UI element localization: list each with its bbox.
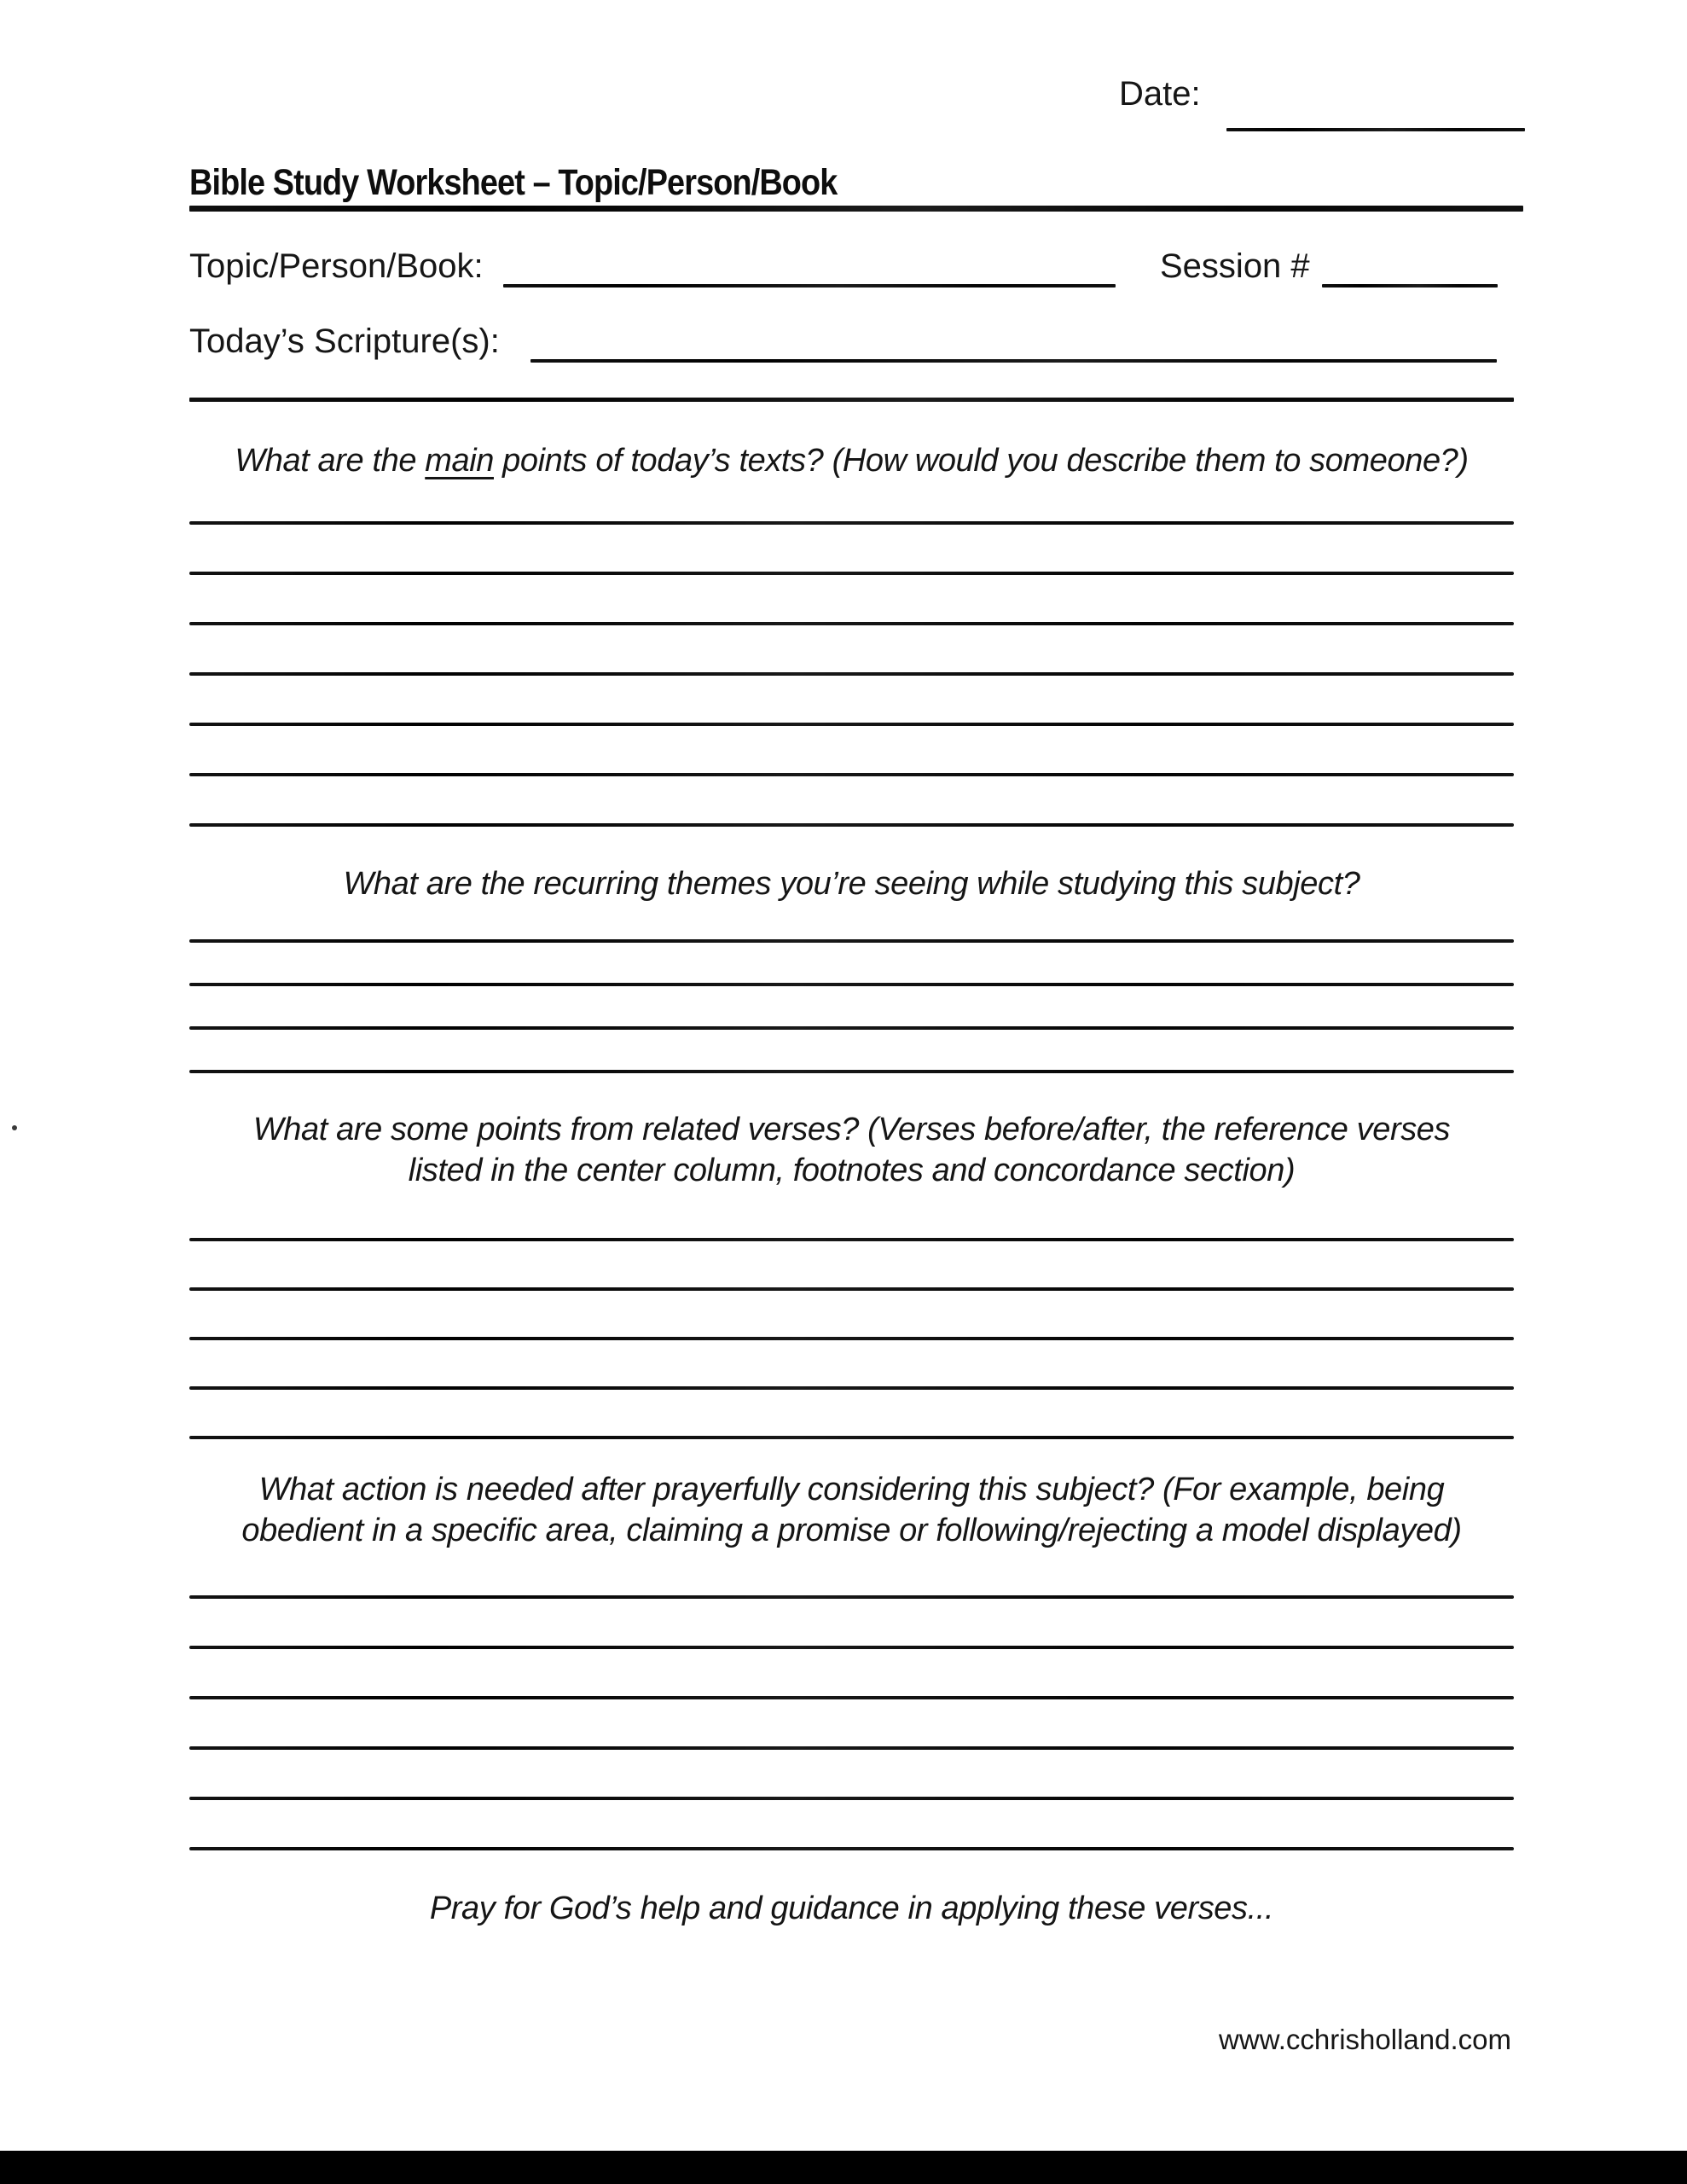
website-url: www.cchrisholland.com: [1219, 2024, 1511, 2055]
answer-line: [189, 1026, 1514, 1030]
answer-line: [189, 939, 1514, 943]
question-recurring-themes: What are the recurring themes you’re seeing while studying this subject?: [343, 866, 1360, 902]
answer-line: [189, 1337, 1514, 1340]
answer-line: [189, 983, 1514, 986]
answer-line: [189, 572, 1514, 575]
bottom-scan-bar: [0, 2151, 1687, 2184]
answer-lines-action-needed: [189, 1595, 1514, 1850]
answer-line: [189, 1238, 1514, 1241]
answer-line: [189, 672, 1514, 676]
date-blank-line: [1226, 128, 1525, 131]
scripture-blank-line: [530, 359, 1497, 363]
question-action-needed: [189, 1469, 1514, 1551]
answer-line: [189, 1847, 1514, 1850]
closing-note: Pray for God’s help and guidance in applying these verses...: [429, 1891, 1274, 1926]
session-label: Session #: [1160, 247, 1310, 285]
title-rule: [189, 206, 1523, 212]
answer-line: [189, 1436, 1514, 1439]
section-separator: [189, 398, 1514, 402]
answer-line: [189, 1070, 1514, 1073]
date-label: Date:: [1119, 75, 1201, 113]
answer-line: [189, 1646, 1514, 1649]
answer-line: [189, 1595, 1514, 1599]
answer-line: [189, 521, 1514, 525]
session-blank-line: [1322, 284, 1498, 288]
answer-line: [189, 622, 1514, 625]
question-text-prefix: What are the: [235, 443, 426, 479]
answer-line: [189, 1797, 1514, 1800]
question-line-1: What are some points from related verses? (Verses before/after, the reference verses: [252, 1112, 1451, 1147]
topic-label: Topic/Person/Book:: [189, 247, 484, 285]
answer-line: [189, 1287, 1514, 1291]
scripture-label: Today’s Scripture(s):: [189, 322, 500, 360]
page-title: Bible Study Worksheet – Topic/Person/Book: [189, 162, 838, 203]
answer-line: [189, 1386, 1514, 1390]
answer-lines-recurring-themes: [189, 939, 1514, 1073]
question-text-suffix: points of today’s texts? (How would you describe them to someone?): [494, 443, 1469, 479]
question-main-points: [189, 440, 1514, 481]
scan-dot-artifact: [12, 1125, 17, 1130]
answer-line: [189, 1696, 1514, 1699]
question-related-verses: [189, 1109, 1514, 1191]
question-line-2: listed in the center column, footnotes and concordance section): [408, 1153, 1296, 1188]
answer-line: [189, 723, 1514, 726]
answer-line: [189, 773, 1514, 776]
topic-blank-line: [503, 284, 1116, 288]
question-line-1: What action is needed after prayerfully considering this subject? (For example, being: [258, 1472, 1445, 1507]
answer-line: [189, 1746, 1514, 1750]
answer-lines-main-points: [189, 521, 1514, 827]
question-line-2: obedient in a specific area, claiming a promise or following/rejecting a model displayed): [241, 1513, 1462, 1548]
question-underlined-word: main: [425, 443, 494, 479]
answer-line: [189, 823, 1514, 827]
answer-lines-related-verses: [189, 1238, 1514, 1439]
